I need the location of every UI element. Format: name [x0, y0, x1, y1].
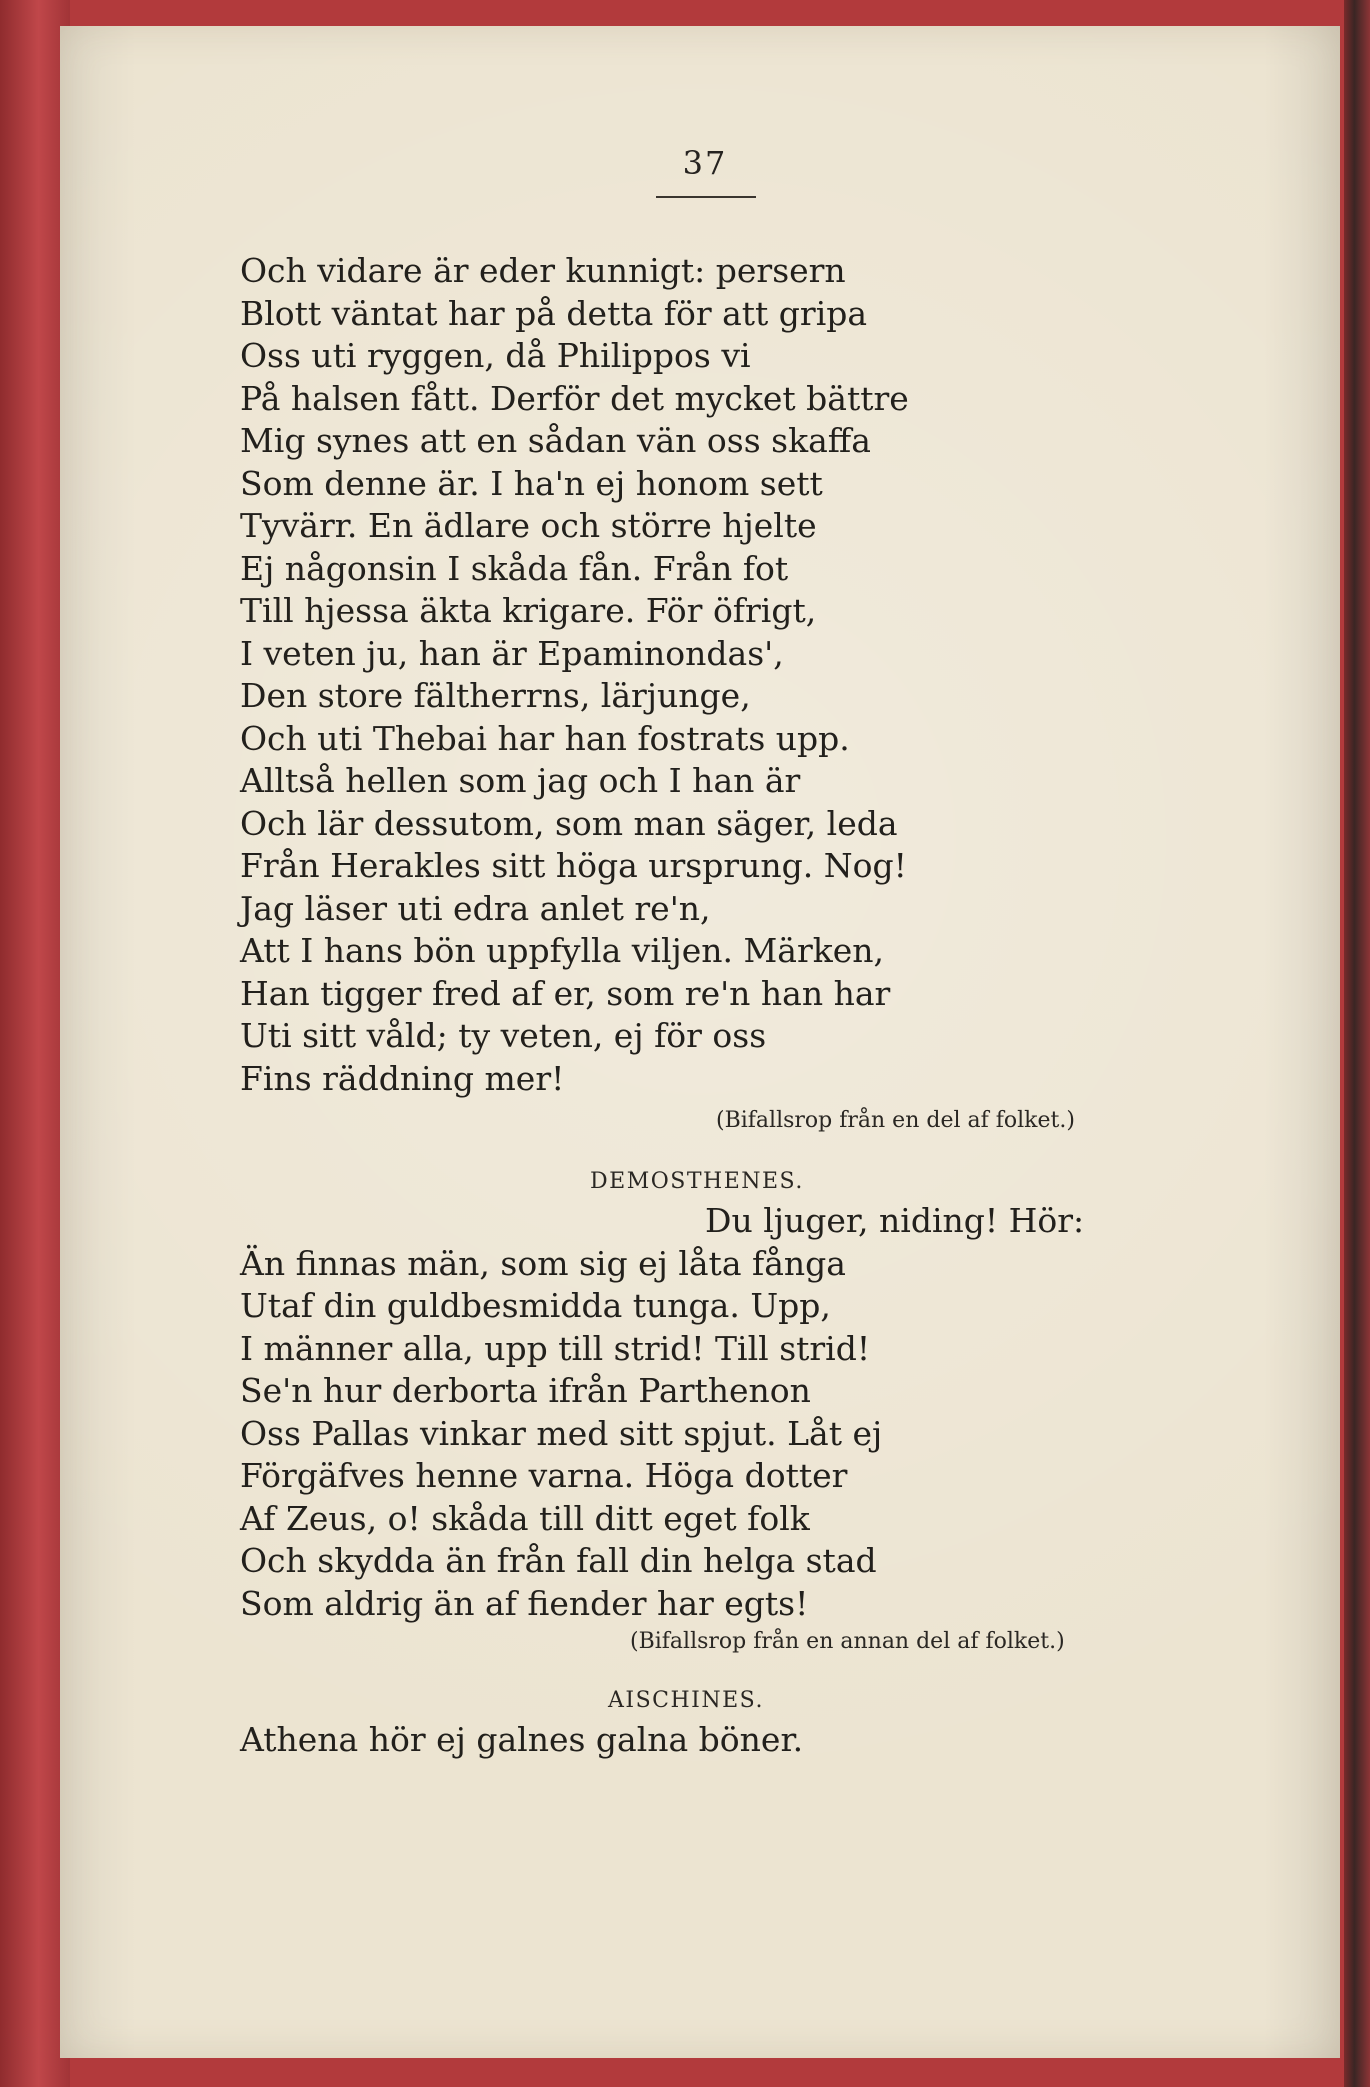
verse-line: Och skydda än från fall din helga stad [240, 1541, 877, 1580]
verse-line: Athena hör ej galnes galna böner. [240, 1720, 804, 1759]
page-number: 37 [682, 144, 728, 182]
stage-direction: (Bifallsrop från en del af folket.) [716, 1108, 1075, 1133]
verse-line: Och lär dessutom, som man säger, leda [240, 803, 898, 843]
verse-line: Och uti Thebai har han fostrats upp. [240, 718, 850, 758]
verse-line: Och vidare är eder kunnigt: persern [240, 251, 846, 290]
verse-line: Jag läser uti edra anlet re'n, [240, 888, 711, 928]
book-cover-right [1344, 0, 1370, 2087]
verse-line: Tyvärr. En ädlare och större hjelte [240, 506, 817, 545]
verse-line: Att I hans bön uppfylla viljen. Märken, [240, 931, 885, 970]
verse-line: Förgäfves henne varna. Höga dotter [240, 1456, 848, 1495]
verse-line: I männer alla, upp till strid! Till strid! [240, 1328, 871, 1368]
verse-line: Se'n hur derborta ifrån Parthenon [240, 1371, 811, 1410]
verse-line: Blott väntat har på detta för att gripa [240, 293, 868, 333]
verse-line: Du ljuger, niding! Hör: [705, 1201, 1085, 1240]
verse-line: Alltså hellen som jag och I han är [240, 761, 801, 800]
verse-line: Ej någonsin I skåda fån. Från fot [240, 548, 789, 588]
verse-line: Oss uti ryggen, då Philippos vi [240, 336, 751, 375]
book-page [60, 26, 1340, 2058]
verse-line: Oss Pallas vinkar med sitt spjut. Låt ej [240, 1413, 883, 1453]
verse-line: Den store fältherrns, lärjunge, [240, 676, 751, 715]
verse-line: Uti sitt våld; ty veten, ej för oss [240, 1016, 767, 1055]
verse-line: Som denne är. I ha'n ej honom sett [240, 463, 823, 503]
verse-line: Till hjessa äkta krigare. För öfrigt, [240, 591, 817, 630]
verse-line: Fins räddning mer! [240, 1058, 565, 1098]
verse-line: Än finnas män, som sig ej låta fånga [240, 1243, 846, 1283]
speaker-name: AISCHINES. [608, 1688, 764, 1713]
verse-line: Han tigger fred af er, som re'n han har [240, 973, 891, 1013]
verse-line: På halsen fått. Derför det mycket bättre [240, 378, 909, 418]
poem-text [240, 250, 1140, 1762]
speaker-name: DEMOSTHENES. [590, 1169, 804, 1194]
verse-line: Som aldrig än af fiender har egts! [240, 1583, 809, 1623]
header-rule [656, 196, 756, 198]
verse-line: Från Herakles sitt höga ursprung. Nog! [240, 846, 907, 885]
verse-line: Af Zeus, o! skåda till ditt eget folk [240, 1498, 810, 1538]
stage-direction: (Bifallsrop från en annan del af folket.) [630, 1629, 1065, 1654]
verse-line: Utaf din guldbesmidda tunga. Upp, [240, 1286, 831, 1325]
verse-line: I veten ju, han är Epaminondas', [240, 633, 784, 673]
verse-line: Mig synes att en sådan vän oss skaffa [240, 421, 871, 460]
